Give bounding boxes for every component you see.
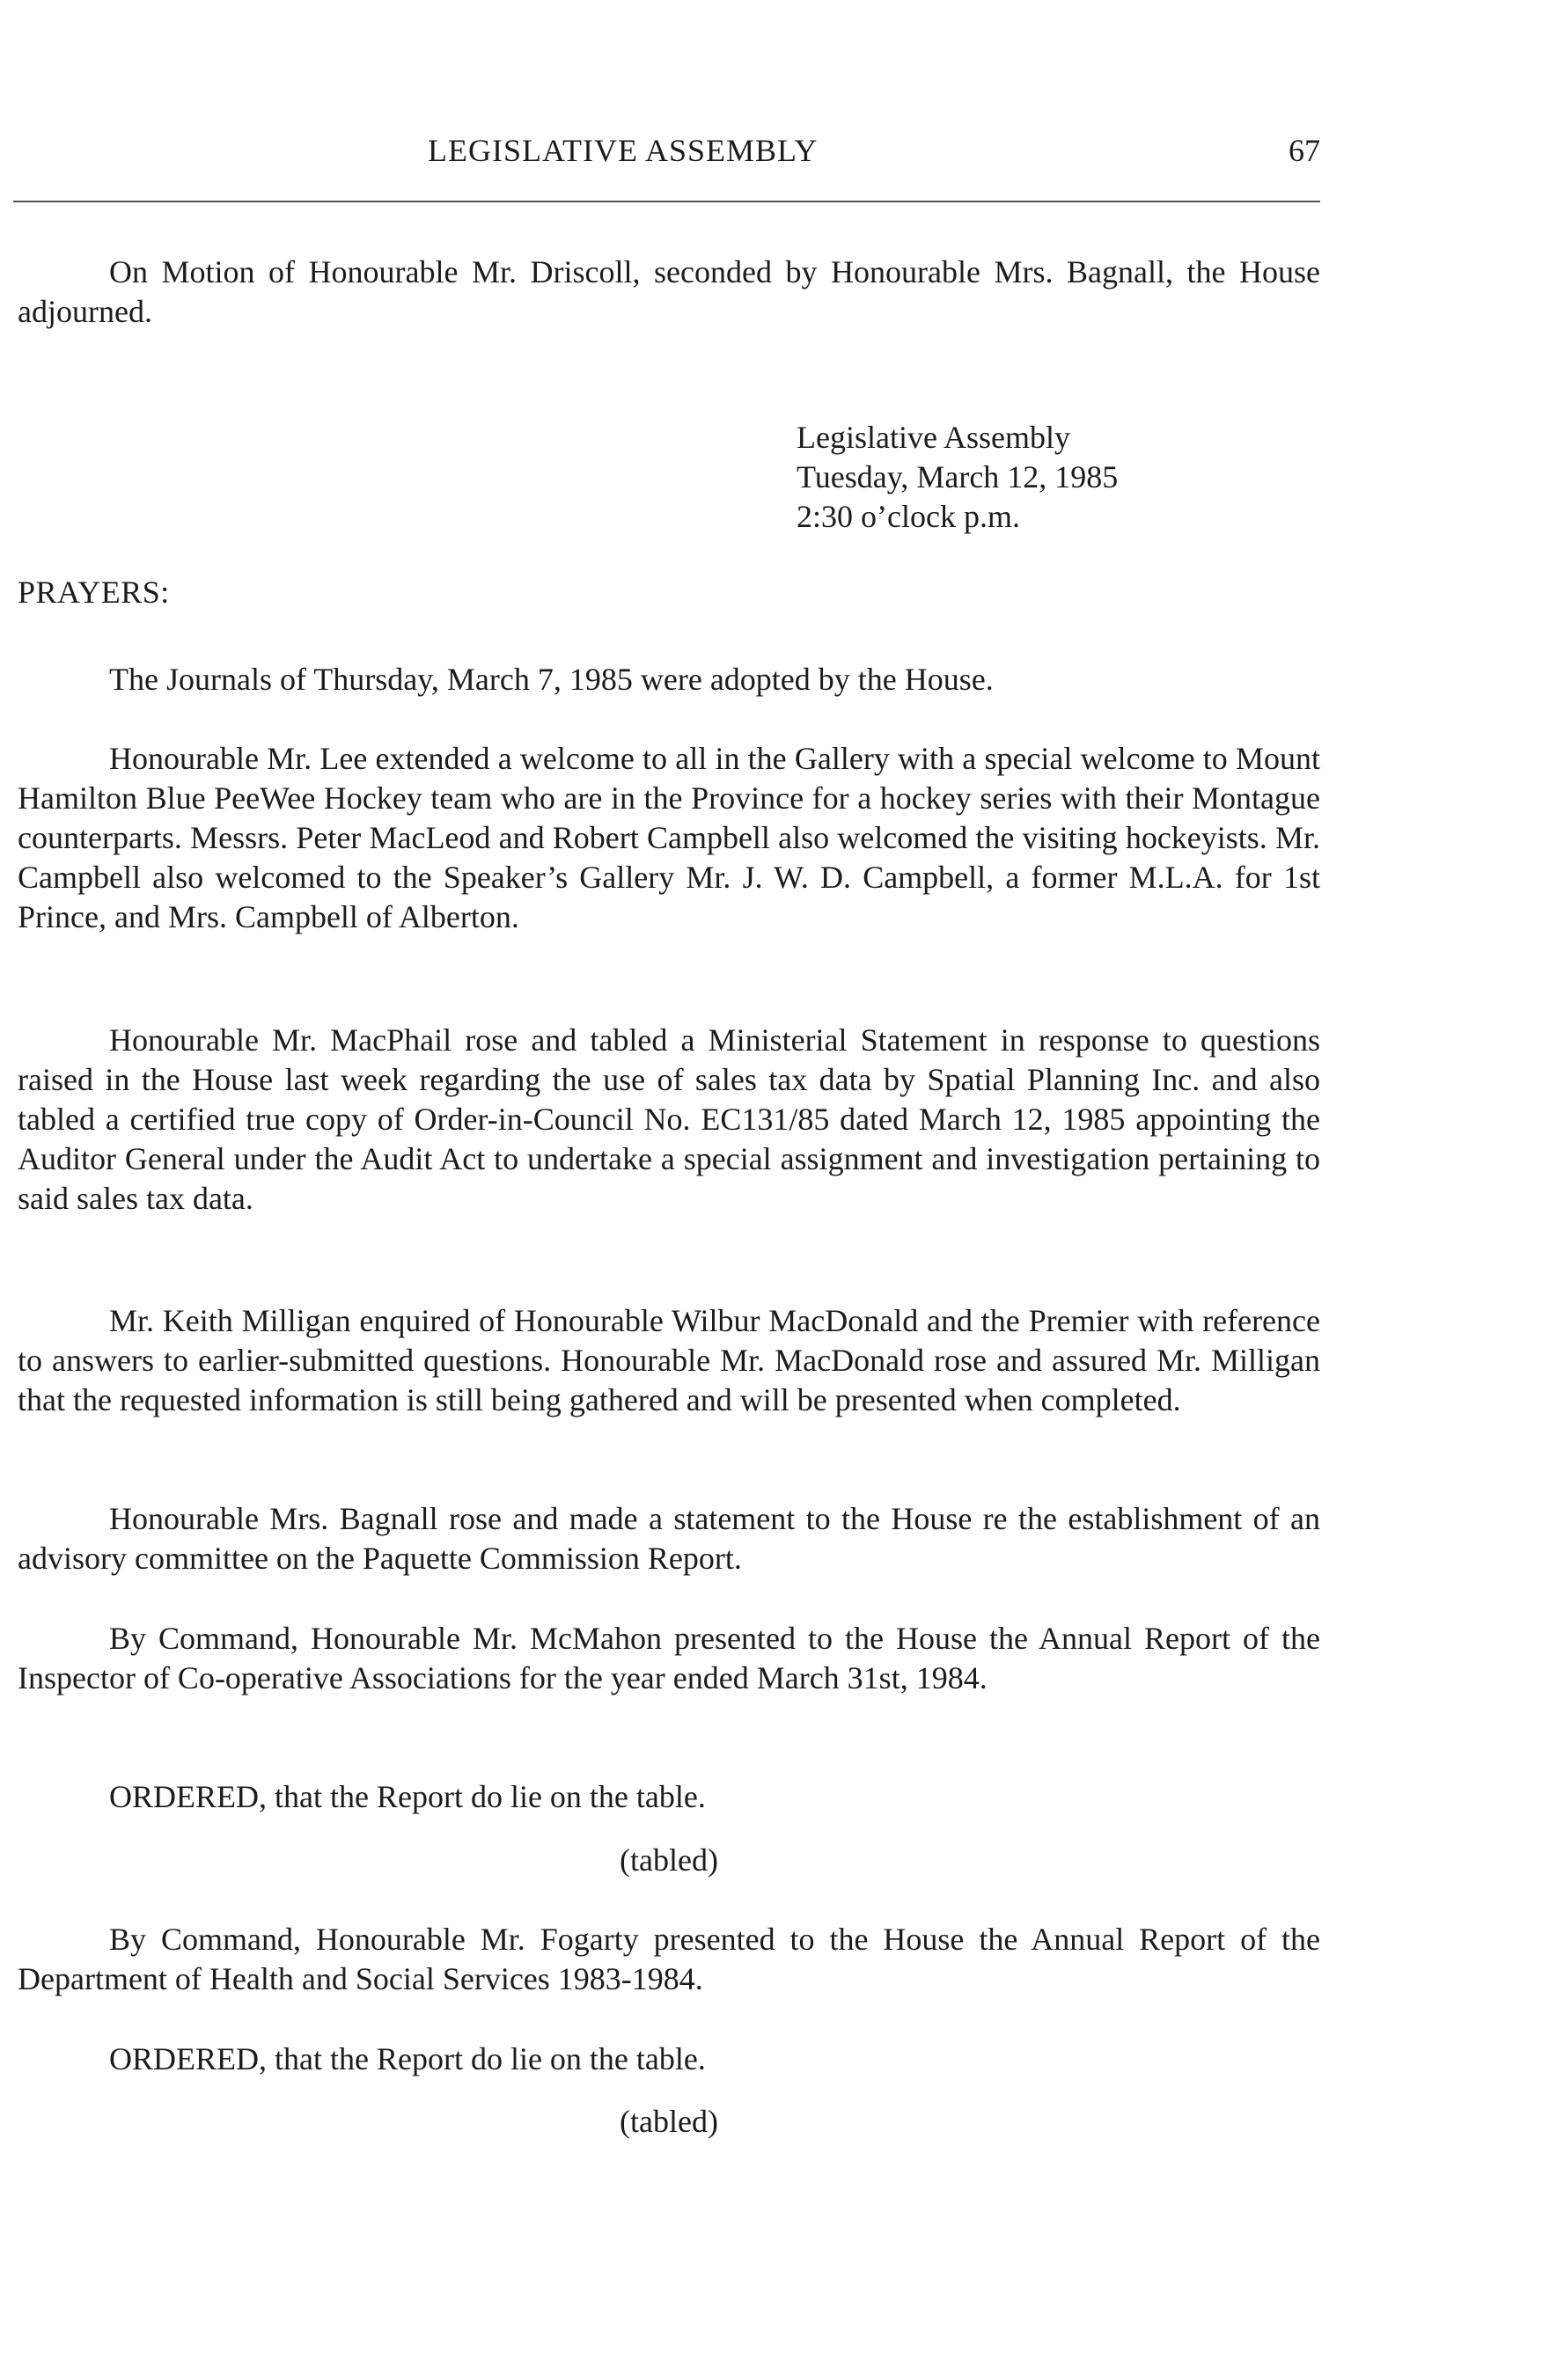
macphail-paragraph: Honourable Mr. MacPhail rose and tabled a Ministerial Statement in response to questions raised in the House last week regarding the use of sales tax data by Spatial Planning Inc. and also tabled a certified true copy of Order-in-Council No. EC131/85 dated March 12, 1985 appointing the Auditor General under the Audit Act to undertake a special assignment and investigation pertaining to said sales tax data. — [18, 1022, 1320, 1216]
prayers-heading: PRAYERS: — [18, 575, 170, 610]
sitting-heading — [797, 418, 1118, 537]
ordered-second: ORDERED, that the Report do lie on the table. — [109, 2041, 706, 2076]
page-header — [18, 132, 1320, 185]
ordered-first: ORDERED, that the Report do lie on the table. — [109, 1779, 706, 1814]
tabled-first: (tabled) — [620, 1842, 718, 1878]
fogarty-paragraph: By Command, Honourable Mr. Fogarty presented to the House the Annual Report of the Department of Health and Social Services 1983-1984. — [18, 1922, 1320, 1996]
tabled-second: (tabled) — [620, 2104, 718, 2139]
page-number: 67 — [1289, 133, 1320, 168]
welcome-paragraph: Honourable Mr. Lee extended a welcome to all in the Gallery with a special welcome to Mount Hamilton Blue PeeWee Hockey team who are in the Province for a hockey series with their Montague counterparts. Messrs. Peter MacLeod and Robert Campbell also welcomed the visiting hockeyists. Mr. Campbell also welcomed to the Speaker’s Gallery Mr. J. W. D. Campbell, a former M.L.A. for 1st Prince, and Mrs. Campbell of Alberton. — [18, 741, 1320, 934]
header-rule — [13, 201, 1320, 202]
sitting-date: Tuesday, March 12, 1985 — [797, 459, 1119, 494]
milligan-paragraph: Mr. Keith Milligan enquired of Honourable Wilbur MacDonald and the Premier with reference to answers to earlier-submitted questions. Honourable Mr. MacDonald rose and assured Mr. Milligan that the requested information is still being gathered and will be presented when completed. — [18, 1303, 1320, 1417]
adjournment-paragraph: On Motion of Honourable Mr. Driscoll, seconded by Honourable Mrs. Bagnall, the House adjourned. — [18, 254, 1320, 329]
mcmahon-paragraph: By Command, Honourable Mr. McMahon presented to the House the Annual Report of the Inspector of Co-operative Associations for the year ended March 31st, 1984. — [18, 1621, 1320, 1695]
running-title: LEGISLATIVE ASSEMBLY — [428, 133, 819, 168]
journals-paragraph: The Journals of Thursday, March 7, 1985 were adopted by the House. — [109, 662, 994, 697]
sitting-body: Legislative Assembly — [797, 420, 1070, 455]
sitting-time: 2:30 o’clock p.m. — [797, 499, 1020, 534]
bagnall-paragraph: Honourable Mrs. Bagnall rose and made a statement to the House re the establishment of an advisory committee on the Paquette Commission Report. — [18, 1501, 1320, 1576]
